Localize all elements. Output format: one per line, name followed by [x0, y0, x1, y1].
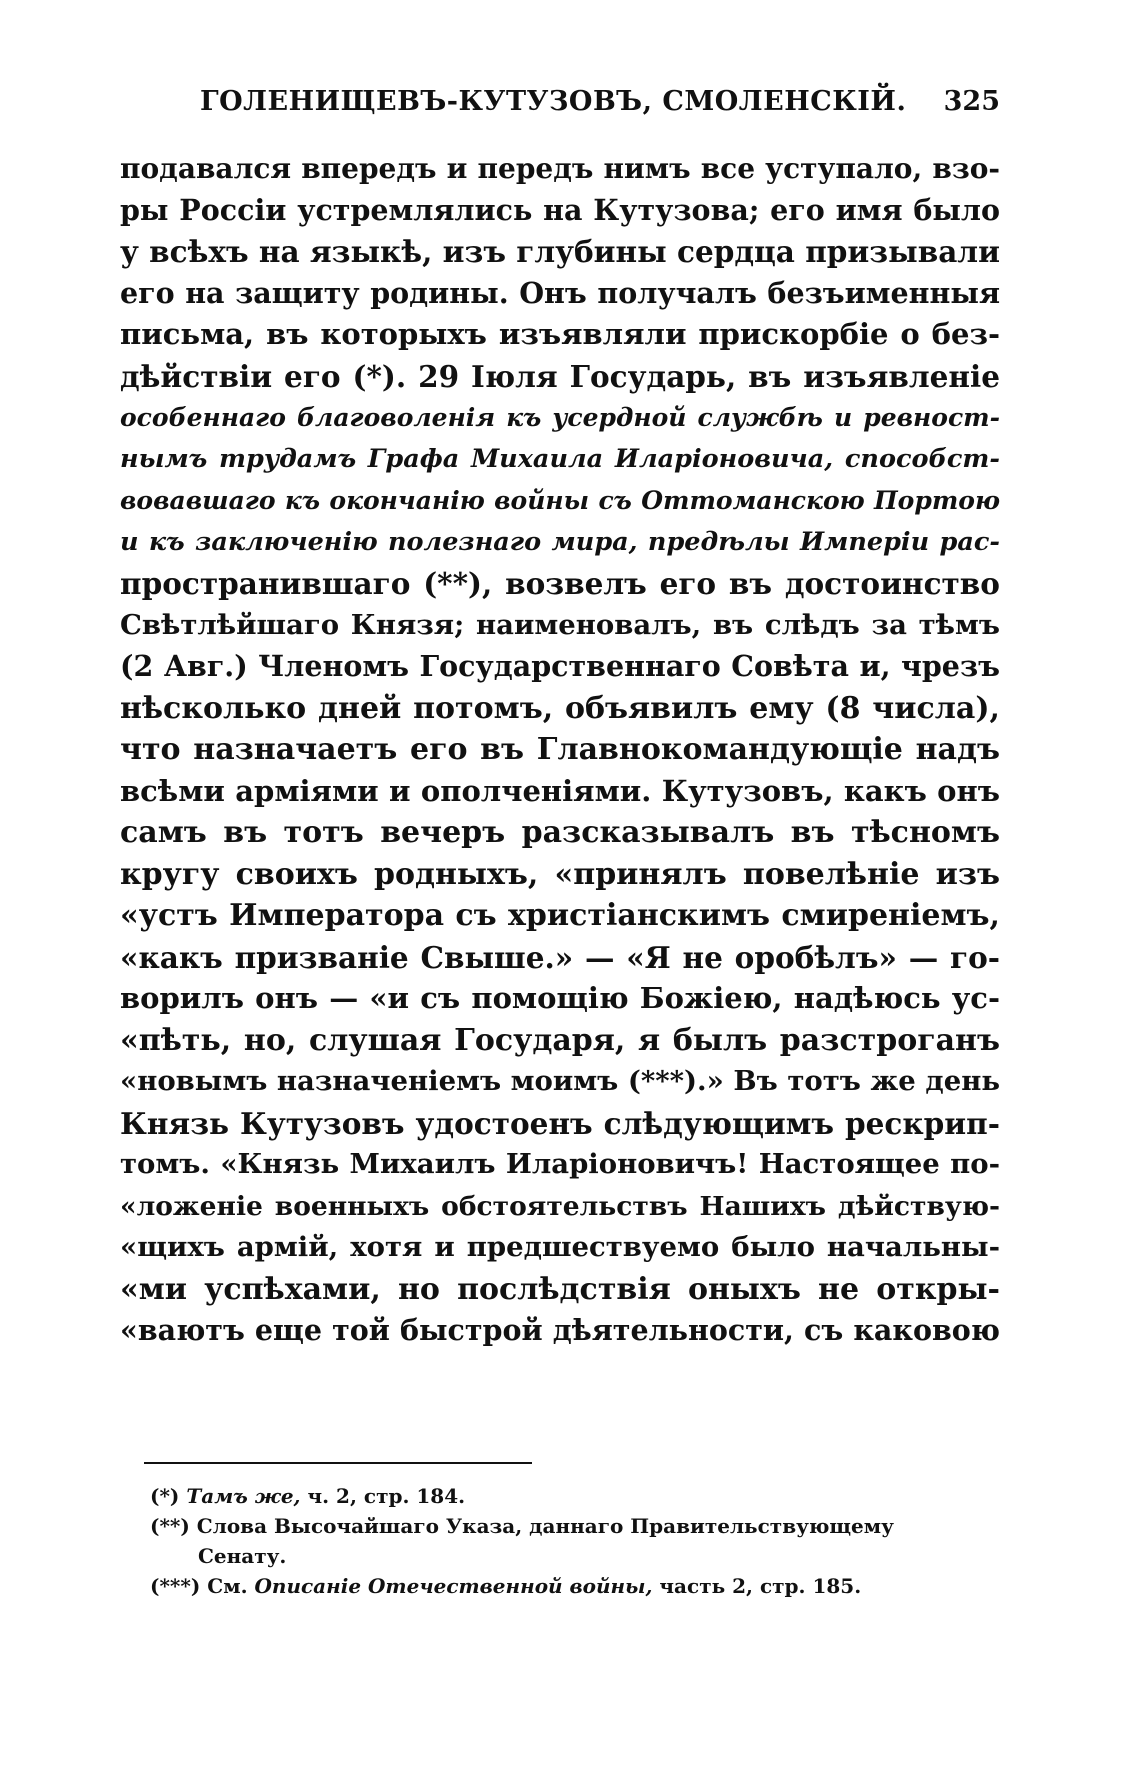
text-line: «какъ призванiе Свыше.» — «Я не оробѣлъ» — го- [120, 939, 1000, 975]
footnote-prefix: См. [200, 1574, 255, 1598]
text-line: нѣсколько дней потомъ, объявилъ ему (8 числа), [120, 690, 1000, 726]
text-line: у всѣхъ на языкѣ, изъ глубины сердца призывали [120, 234, 1000, 269]
footnote-2-continuation: Сенату. [198, 1544, 287, 1568]
footnote-1 [150, 1481, 980, 1511]
footnote-reference: ч. 2, стр. 184. [300, 1484, 466, 1508]
text-line: (2 Авг.) Членомъ Государственнаго Совѣта и, чрезъ [120, 649, 1000, 683]
footnote-reference: часть 2, стр. 185. [652, 1574, 862, 1598]
text-line: «устъ Императора съ христiанскимъ смиренiемъ, [120, 898, 1000, 933]
text-line: «новымъ назначенiемъ моимъ (***).» Въ тотъ же день [120, 1065, 1000, 1097]
text-line: «ваютъ еще той быстрой дѣятельности, съ каковою [120, 1313, 1000, 1347]
text-line: всѣми армiями и ополченiями. Кутузовъ, какъ онъ [120, 773, 1000, 808]
text-line: нымъ трудамъ Графа Михаила Иларiоновича, способст- [120, 443, 1000, 474]
page-header [120, 86, 1000, 126]
running-head: ГОЛЕНИЩЕВЪ-КУТУЗОВЪ, СМОЛЕНСКIЙ. [200, 86, 907, 117]
footnote-text: Слова Высочайшаго Указа, даннаго Правительствующему [189, 1514, 894, 1538]
text-line: Князь Кутузовъ удостоенъ слѣдующимъ рескрип- [120, 1105, 1000, 1141]
text-line: его на защиту родины. Онъ получалъ безъименныя [120, 275, 1000, 310]
text-line: «ложенiе военныхъ обстоятельствъ Нашихъ дѣйствую- [120, 1190, 1000, 1222]
text-line: кругу своихъ родныхъ, «принялъ повелѣнiе изъ [120, 856, 1000, 892]
footnote-marker: (**) [150, 1514, 190, 1538]
text-line: Свѣтлѣйшаго Князя; наименовалъ, въ слѣдъ за тѣмъ [120, 608, 1000, 641]
footnote-marker: (***) [150, 1574, 201, 1598]
footnote-marker: (*) [150, 1484, 180, 1508]
text-line: «ми успѣхами, но послѣдствiя оныхъ не откры- [120, 1271, 1000, 1307]
text-line: самъ въ тотъ вечеръ разсказывалъ въ тѣсномъ [120, 815, 1000, 850]
body-text [120, 148, 1000, 1352]
text-line: и къ заключенiю полезнаго мира, предѣлы Имперiи рас- [120, 526, 1000, 557]
footnote-3 [150, 1571, 980, 1601]
footnote-2 [150, 1511, 980, 1541]
footnotes [150, 1481, 980, 1601]
footnote-source: Описанiе Отечественной войны, [254, 1574, 653, 1598]
text-line: дѣйствiи его (*). 29 Iюля Государь, въ изъявленiе [120, 358, 1000, 394]
text-line: подавался впередъ и передъ нимъ все уступало, взо- [120, 152, 1000, 185]
text-line: томъ. «Князь Михаилъ Иларiоновичъ! Настоящее по- [120, 1148, 1000, 1180]
text-line: письма, въ которыхъ изъявляли прискорбiе о без- [120, 317, 1000, 351]
text-line: вовавшаго къ окончанiю войны съ Оттоманскою Портою [120, 486, 1000, 515]
page-number: 325 [943, 86, 1000, 117]
footnote-rule [144, 1462, 532, 1464]
text-line: пространившаго (**), возвелъ его въ достоинство [120, 566, 1000, 601]
text-line: ры Россiи устремлялись на Кутузова; его имя было [120, 192, 1000, 227]
text-line: ворилъ онъ — «и съ помощiю Божiею, надѣюсь ус- [120, 981, 1000, 1015]
text-line: «пѣть, но, слушая Государя, я былъ разстроганъ [120, 1022, 1000, 1058]
text-line: особеннаго благоволенiя къ усердной службѣ и ревност- [120, 403, 1000, 432]
text-line: «щихъ армiй, хотя и предшествуемо было начальны- [120, 1231, 1000, 1263]
text-line: что назначаетъ его въ Главнокомандующiе надъ [120, 732, 1000, 767]
footnote-source: Тамъ же, [186, 1484, 301, 1508]
